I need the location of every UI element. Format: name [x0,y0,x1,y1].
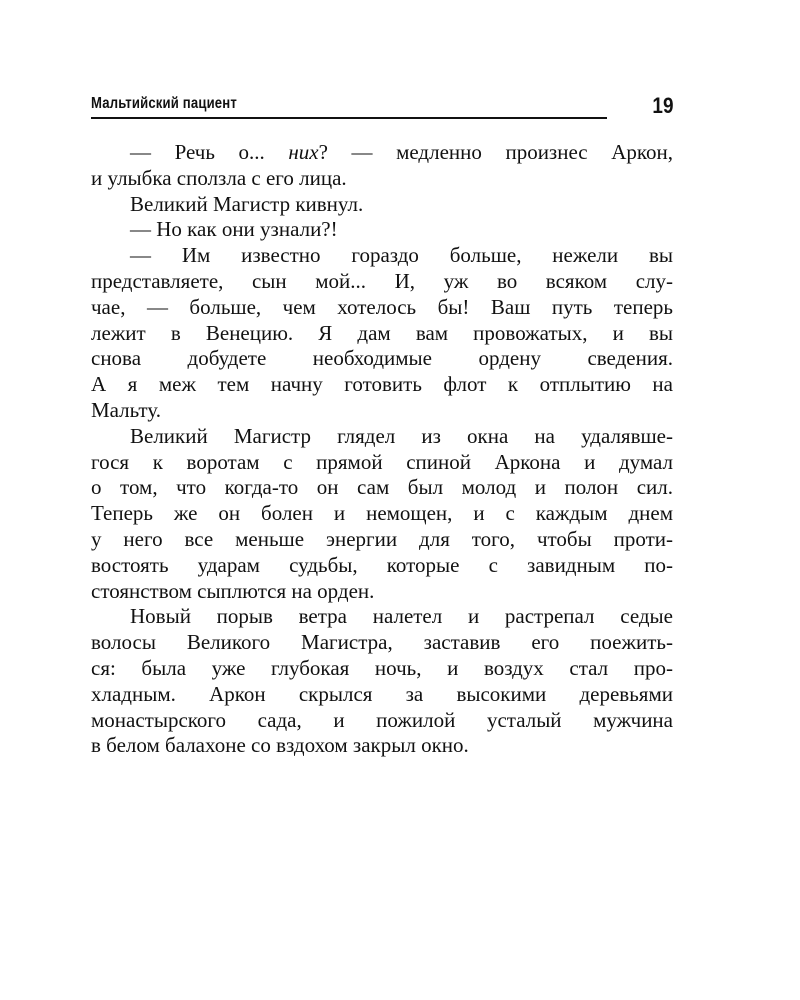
text-line: снова добудете необходимые ордену сведения. [91,346,673,371]
running-title: Мальтийский пациент [91,95,237,112]
text-line: Великий Магистр кивнул. [130,191,364,216]
text-line: представляете, сын мой... И, уж во всяком слу- [91,268,673,293]
text-line: о том, что когда-то он сам был молод и полон сил. [91,475,673,500]
text-line: — Речь о... них? — медленно произнес Аркон, [130,140,673,164]
running-head [91,93,673,125]
text-line: — Но как они узнали?! [130,217,338,242]
header-rule [91,117,607,119]
text-line: гося к воротам с прямой спиной Аркона и думал [91,449,673,474]
book-text [91,140,673,759]
text-line: Теперь же он болен и немощен, и с каждым днем [91,501,673,526]
text-line: хладным. Аркон скрылся за высокими деревьями [91,681,673,706]
text-line: Великий Магистр глядел из окна на удалявше- [130,423,673,448]
text-line: востоять ударам судьбы, которые с завидным по- [91,552,673,577]
text-line: волосы Великого Магистра, заставив его поежить- [91,630,673,655]
italic-word: них [288,140,319,164]
text-line: Новый порыв ветра налетел и растрепал седые [130,604,673,629]
text-line: лежит в Венецию. Я дам вам провожатых, и вы [91,320,673,345]
text-line: — Им известно гораздо больше, нежели вы [130,243,673,268]
text-line: и улыбка сползла с его лица. [91,165,347,190]
text-line: монастырского сада, и пожилой усталый мужчина [91,707,673,732]
text-line: стоянством сыплются на орден. [91,578,375,603]
text-line: Мальту. [91,397,161,422]
text-line: А я меж тем начну готовить флот к отплытию на [91,372,673,397]
page-number: 19 [651,93,673,118]
text-line: ся: была уже глубокая ночь, и воздух стал про- [91,655,673,680]
text-line: у него все меньше энергии для того, чтобы проти- [91,526,673,551]
text-line: чае, — больше, чем хотелось бы! Ваш путь теперь [91,294,673,319]
text-line: в белом балахоне со вздохом закрыл окно. [91,733,469,758]
